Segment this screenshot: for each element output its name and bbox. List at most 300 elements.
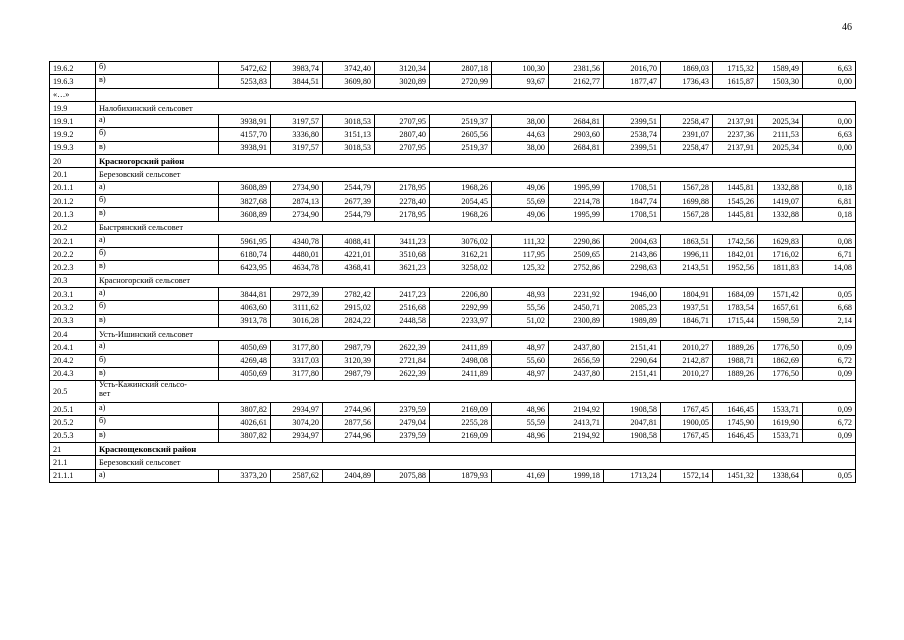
ellipsis-mark: «…»: [50, 88, 96, 101]
value-cell: 1615,87: [713, 75, 758, 88]
value-cell: 1715,32: [713, 62, 758, 75]
row-code: 20.2.2: [50, 248, 96, 261]
value-cell: 3074,20: [271, 416, 323, 429]
table-row: [50, 367, 856, 380]
value-cell: 38,00: [492, 115, 549, 128]
value-cell: 4088,41: [323, 234, 375, 247]
value-cell: 1589,49: [758, 62, 803, 75]
value-cell: 2255,28: [430, 416, 492, 429]
value-cell: 4221,01: [323, 248, 375, 261]
row-code: 20.4.3: [50, 367, 96, 380]
value-cell: 51,02: [492, 314, 549, 327]
value-cell: 0,18: [803, 181, 856, 194]
value-cell: 1708,51: [604, 181, 661, 194]
value-cell: 1889,26: [713, 341, 758, 354]
value-cell: 1629,83: [758, 234, 803, 247]
value-cell: 1804,91: [661, 288, 713, 301]
value-cell: 14,08: [803, 261, 856, 274]
empty-cell: [96, 88, 856, 101]
value-cell: 2391,07: [661, 128, 713, 141]
value-cell: 2782,42: [323, 288, 375, 301]
value-cell: 2298,63: [604, 261, 661, 274]
value-cell: 2169,09: [430, 429, 492, 442]
table-row: [50, 443, 856, 456]
section-code: 20.3: [50, 274, 96, 287]
value-cell: 0,00: [803, 141, 856, 154]
table-row: [50, 469, 856, 482]
value-cell: 3197,57: [271, 115, 323, 128]
value-cell: 125,32: [492, 261, 549, 274]
value-cell: 2587,62: [271, 469, 323, 482]
value-cell: 2258,47: [661, 115, 713, 128]
row-code: 19.9.3: [50, 141, 96, 154]
value-cell: 2194,92: [549, 429, 604, 442]
value-cell: 4340,78: [271, 234, 323, 247]
value-cell: 3807,82: [219, 403, 271, 416]
value-cell: 1863,51: [661, 234, 713, 247]
row-letter: в): [96, 261, 219, 274]
value-cell: 2684,81: [549, 141, 604, 154]
value-cell: 3827,68: [219, 194, 271, 207]
value-cell: 1996,11: [661, 248, 713, 261]
value-cell: 3120,34: [375, 62, 430, 75]
value-cell: 48,93: [492, 288, 549, 301]
value-cell: 3177,80: [271, 367, 323, 380]
value-cell: 1879,93: [430, 469, 492, 482]
value-cell: 1533,71: [758, 403, 803, 416]
section-code: 20.2: [50, 221, 96, 234]
value-cell: 2720,99: [430, 75, 492, 88]
value-cell: 2085,23: [604, 301, 661, 314]
value-cell: 1657,61: [758, 301, 803, 314]
value-cell: 2151,41: [604, 341, 661, 354]
value-cell: 2178,95: [375, 208, 430, 221]
value-cell: 3018,53: [323, 115, 375, 128]
value-cell: 1745,90: [713, 416, 758, 429]
value-cell: 49,06: [492, 181, 549, 194]
value-cell: 4050,69: [219, 367, 271, 380]
value-cell: 4480,01: [271, 248, 323, 261]
value-cell: 55,60: [492, 354, 549, 367]
value-cell: 2290,64: [604, 354, 661, 367]
table-row: [50, 62, 856, 75]
value-cell: 2379,59: [375, 429, 430, 442]
value-cell: 2214,78: [549, 194, 604, 207]
section-title: Усть-Ишинский сельсовет: [96, 327, 856, 340]
section-code: 19.9: [50, 101, 96, 114]
value-cell: 3807,82: [219, 429, 271, 442]
value-cell: 2734,90: [271, 208, 323, 221]
section-title: Налобихинский сельсовет: [96, 101, 856, 114]
value-cell: 1767,45: [661, 429, 713, 442]
value-cell: 2874,13: [271, 194, 323, 207]
value-cell: 1995,99: [549, 181, 604, 194]
value-cell: 2538,74: [604, 128, 661, 141]
value-cell: 0,09: [803, 403, 856, 416]
value-cell: 2047,81: [604, 416, 661, 429]
value-cell: 1646,45: [713, 429, 758, 442]
table-row: [50, 429, 856, 442]
row-letter: в): [96, 429, 219, 442]
value-cell: 1999,18: [549, 469, 604, 482]
table-row: [50, 403, 856, 416]
value-cell: 3258,02: [430, 261, 492, 274]
district-title: Краснощековский район: [96, 443, 856, 456]
value-cell: 2734,90: [271, 181, 323, 194]
value-cell: 1995,99: [549, 208, 604, 221]
value-cell: 2417,23: [375, 288, 430, 301]
value-cell: 2707,95: [375, 141, 430, 154]
value-cell: 2004,63: [604, 234, 661, 247]
value-cell: 117,95: [492, 248, 549, 261]
section-code: 20.5: [50, 381, 96, 403]
value-cell: 4269,48: [219, 354, 271, 367]
row-letter: б): [96, 354, 219, 367]
value-cell: 3844,81: [219, 288, 271, 301]
tariff-table: [49, 61, 856, 483]
value-cell: 1338,64: [758, 469, 803, 482]
value-cell: 6,68: [803, 301, 856, 314]
value-cell: 0,05: [803, 469, 856, 482]
value-cell: 3336,80: [271, 128, 323, 141]
value-cell: 1699,88: [661, 194, 713, 207]
value-cell: 4050,69: [219, 341, 271, 354]
value-cell: 55,69: [492, 194, 549, 207]
value-cell: 2707,95: [375, 115, 430, 128]
value-cell: 1989,89: [604, 314, 661, 327]
value-cell: 2744,96: [323, 429, 375, 442]
value-cell: 2025,34: [758, 115, 803, 128]
value-cell: 2509,65: [549, 248, 604, 261]
value-cell: 2143,86: [604, 248, 661, 261]
value-cell: 3983,74: [271, 62, 323, 75]
value-cell: 2622,39: [375, 341, 430, 354]
district-code: 21: [50, 443, 96, 456]
row-letter: б): [96, 301, 219, 314]
row-letter: б): [96, 194, 219, 207]
table-row: [50, 381, 856, 403]
value-cell: 1968,26: [430, 208, 492, 221]
value-cell: 55,59: [492, 416, 549, 429]
value-cell: 3018,53: [323, 141, 375, 154]
value-cell: 3608,89: [219, 208, 271, 221]
value-cell: 2519,37: [430, 141, 492, 154]
row-code: 20.2.1: [50, 234, 96, 247]
value-cell: 2399,51: [604, 115, 661, 128]
row-letter: в): [96, 141, 219, 154]
value-cell: 2437,80: [549, 367, 604, 380]
value-cell: 2151,41: [604, 367, 661, 380]
value-cell: 93,67: [492, 75, 549, 88]
value-cell: 1567,28: [661, 181, 713, 194]
value-cell: 2934,97: [271, 403, 323, 416]
table-row: [50, 341, 856, 354]
value-cell: 6,63: [803, 62, 856, 75]
value-cell: 2142,87: [661, 354, 713, 367]
value-cell: 1842,01: [713, 248, 758, 261]
value-cell: 48,96: [492, 403, 549, 416]
table-row: [50, 115, 856, 128]
value-cell: 2278,40: [375, 194, 430, 207]
section-title: Березовский сельсовет: [96, 456, 856, 469]
row-code: 19.9.1: [50, 115, 96, 128]
value-cell: 2824,22: [323, 314, 375, 327]
value-cell: 1862,69: [758, 354, 803, 367]
row-letter: в): [96, 75, 219, 88]
row-code: 20.5.3: [50, 429, 96, 442]
table-row: [50, 194, 856, 207]
value-cell: 2544,79: [323, 208, 375, 221]
value-cell: 1783,54: [713, 301, 758, 314]
value-cell: 3510,68: [375, 248, 430, 261]
value-cell: 1716,02: [758, 248, 803, 261]
value-cell: 2448,58: [375, 314, 430, 327]
value-cell: 1952,56: [713, 261, 758, 274]
value-cell: 2915,02: [323, 301, 375, 314]
value-cell: 2877,56: [323, 416, 375, 429]
section-code: 20.4: [50, 327, 96, 340]
value-cell: 1988,71: [713, 354, 758, 367]
value-cell: 55,56: [492, 301, 549, 314]
row-code: 20.3.3: [50, 314, 96, 327]
value-cell: 3742,40: [323, 62, 375, 75]
value-cell: 3020,89: [375, 75, 430, 88]
row-code: 19.6.2: [50, 62, 96, 75]
table-row: [50, 234, 856, 247]
table-row: [50, 288, 856, 301]
table-row: [50, 354, 856, 367]
table-row: [50, 75, 856, 88]
row-code: 20.4.1: [50, 341, 96, 354]
value-cell: 6,72: [803, 416, 856, 429]
value-cell: 2544,79: [323, 181, 375, 194]
row-code: 19.9.2: [50, 128, 96, 141]
value-cell: 2987,79: [323, 367, 375, 380]
row-code: 20.3.1: [50, 288, 96, 301]
value-cell: 3016,28: [271, 314, 323, 327]
value-cell: 3844,51: [271, 75, 323, 88]
value-cell: 2169,09: [430, 403, 492, 416]
value-cell: 38,00: [492, 141, 549, 154]
value-cell: 3938,91: [219, 115, 271, 128]
value-cell: 4157,70: [219, 128, 271, 141]
value-cell: 2290,86: [549, 234, 604, 247]
value-cell: 3197,57: [271, 141, 323, 154]
table-row: [50, 456, 856, 469]
table-row: [50, 301, 856, 314]
value-cell: 1598,59: [758, 314, 803, 327]
value-cell: 6,71: [803, 248, 856, 261]
value-cell: 2519,37: [430, 115, 492, 128]
value-cell: 3177,80: [271, 341, 323, 354]
row-letter: б): [96, 62, 219, 75]
row-letter: а): [96, 234, 219, 247]
row-letter: б): [96, 416, 219, 429]
value-cell: 1646,45: [713, 403, 758, 416]
value-cell: 1869,03: [661, 62, 713, 75]
value-cell: 3076,02: [430, 234, 492, 247]
value-cell: 2206,80: [430, 288, 492, 301]
value-cell: 1776,50: [758, 341, 803, 354]
value-cell: 2010,27: [661, 341, 713, 354]
value-cell: 2807,40: [375, 128, 430, 141]
value-cell: 2972,39: [271, 288, 323, 301]
value-cell: 0,09: [803, 367, 856, 380]
table-row: [50, 181, 856, 194]
value-cell: 2934,97: [271, 429, 323, 442]
table-row: [50, 416, 856, 429]
value-cell: 4063,60: [219, 301, 271, 314]
table-row: [50, 168, 856, 181]
table-row: [50, 248, 856, 261]
value-cell: 2381,56: [549, 62, 604, 75]
value-cell: 3111,62: [271, 301, 323, 314]
section-title-line: Усть-Кажинский сельсо-: [99, 380, 187, 390]
value-cell: 2237,36: [713, 128, 758, 141]
table-row: [50, 128, 856, 141]
value-cell: 0,08: [803, 234, 856, 247]
value-cell: 2143,51: [661, 261, 713, 274]
value-cell: 1572,14: [661, 469, 713, 482]
value-cell: 0,09: [803, 341, 856, 354]
value-cell: 2111,53: [758, 128, 803, 141]
value-cell: 1908,58: [604, 429, 661, 442]
value-cell: 6423,95: [219, 261, 271, 274]
district-code: 20: [50, 155, 96, 168]
row-letter: б): [96, 128, 219, 141]
row-code: 19.6.3: [50, 75, 96, 88]
value-cell: 2450,71: [549, 301, 604, 314]
row-letter: а): [96, 341, 219, 354]
value-cell: 1937,51: [661, 301, 713, 314]
value-cell: 3938,91: [219, 141, 271, 154]
value-cell: 2987,79: [323, 341, 375, 354]
table-row: [50, 261, 856, 274]
value-cell: 3913,78: [219, 314, 271, 327]
row-code: 20.2.3: [50, 261, 96, 274]
value-cell: 2137,91: [713, 141, 758, 154]
value-cell: 1811,83: [758, 261, 803, 274]
value-cell: 0,00: [803, 115, 856, 128]
value-cell: 2292,99: [430, 301, 492, 314]
value-cell: 100,30: [492, 62, 549, 75]
value-cell: 3317,03: [271, 354, 323, 367]
value-cell: 3373,20: [219, 469, 271, 482]
value-cell: 1900,05: [661, 416, 713, 429]
value-cell: 48,96: [492, 429, 549, 442]
value-cell: 1889,26: [713, 367, 758, 380]
value-cell: 2656,59: [549, 354, 604, 367]
table-row: [50, 314, 856, 327]
value-cell: 1545,26: [713, 194, 758, 207]
value-cell: 3609,80: [323, 75, 375, 88]
value-cell: 2605,56: [430, 128, 492, 141]
value-cell: 2162,77: [549, 75, 604, 88]
page-number: 46: [842, 22, 852, 33]
value-cell: 2684,81: [549, 115, 604, 128]
section-title: [96, 381, 856, 403]
value-cell: 2016,70: [604, 62, 661, 75]
row-code: 20.1.1: [50, 181, 96, 194]
value-cell: 2411,89: [430, 341, 492, 354]
row-letter: а): [96, 403, 219, 416]
value-cell: 3621,23: [375, 261, 430, 274]
value-cell: 2010,27: [661, 367, 713, 380]
value-cell: 1713,24: [604, 469, 661, 482]
value-cell: 5472,62: [219, 62, 271, 75]
value-cell: 2399,51: [604, 141, 661, 154]
value-cell: 1451,32: [713, 469, 758, 482]
table-row: [50, 155, 856, 168]
value-cell: 2744,96: [323, 403, 375, 416]
section-code: 21.1: [50, 456, 96, 469]
value-cell: 1567,28: [661, 208, 713, 221]
table-row: [50, 141, 856, 154]
row-letter: б): [96, 248, 219, 261]
value-cell: 1846,71: [661, 314, 713, 327]
value-cell: 2752,86: [549, 261, 604, 274]
value-cell: 2231,92: [549, 288, 604, 301]
value-cell: 48,97: [492, 367, 549, 380]
value-cell: 0,18: [803, 208, 856, 221]
value-cell: 1708,51: [604, 208, 661, 221]
district-title: Красногорский район: [96, 155, 856, 168]
value-cell: 2025,34: [758, 141, 803, 154]
value-cell: 2903,60: [549, 128, 604, 141]
value-cell: 4026,61: [219, 416, 271, 429]
row-code: 20.5.1: [50, 403, 96, 416]
value-cell: 1445,81: [713, 208, 758, 221]
value-cell: 2437,80: [549, 341, 604, 354]
value-cell: 2178,95: [375, 181, 430, 194]
value-cell: 1742,56: [713, 234, 758, 247]
row-letter: в): [96, 314, 219, 327]
value-cell: 1736,43: [661, 75, 713, 88]
value-cell: 2054,45: [430, 194, 492, 207]
value-cell: 2379,59: [375, 403, 430, 416]
value-cell: 44,63: [492, 128, 549, 141]
value-cell: 3162,21: [430, 248, 492, 261]
value-cell: 2807,18: [430, 62, 492, 75]
value-cell: 1877,47: [604, 75, 661, 88]
section-title: Быстрянский сельсовет: [96, 221, 856, 234]
value-cell: 2194,92: [549, 403, 604, 416]
section-title: Березовский сельсовет: [96, 168, 856, 181]
value-cell: 2233,97: [430, 314, 492, 327]
value-cell: 1847,74: [604, 194, 661, 207]
row-code: 21.1.1: [50, 469, 96, 482]
value-cell: 2137,91: [713, 115, 758, 128]
value-cell: 1776,50: [758, 367, 803, 380]
value-cell: 2300,89: [549, 314, 604, 327]
value-cell: 41,69: [492, 469, 549, 482]
value-cell: 2404,89: [323, 469, 375, 482]
value-cell: 1533,71: [758, 429, 803, 442]
value-cell: 1619,90: [758, 416, 803, 429]
value-cell: 1419,07: [758, 194, 803, 207]
row-code: 20.1.3: [50, 208, 96, 221]
row-letter: в): [96, 208, 219, 221]
value-cell: 5961,95: [219, 234, 271, 247]
value-cell: 3120,39: [323, 354, 375, 367]
value-cell: 3411,23: [375, 234, 430, 247]
value-cell: 2258,47: [661, 141, 713, 154]
value-cell: 1684,09: [713, 288, 758, 301]
value-cell: 1332,88: [758, 208, 803, 221]
section-title-line: вет: [99, 388, 111, 398]
value-cell: 5253,83: [219, 75, 271, 88]
value-cell: 3151,13: [323, 128, 375, 141]
